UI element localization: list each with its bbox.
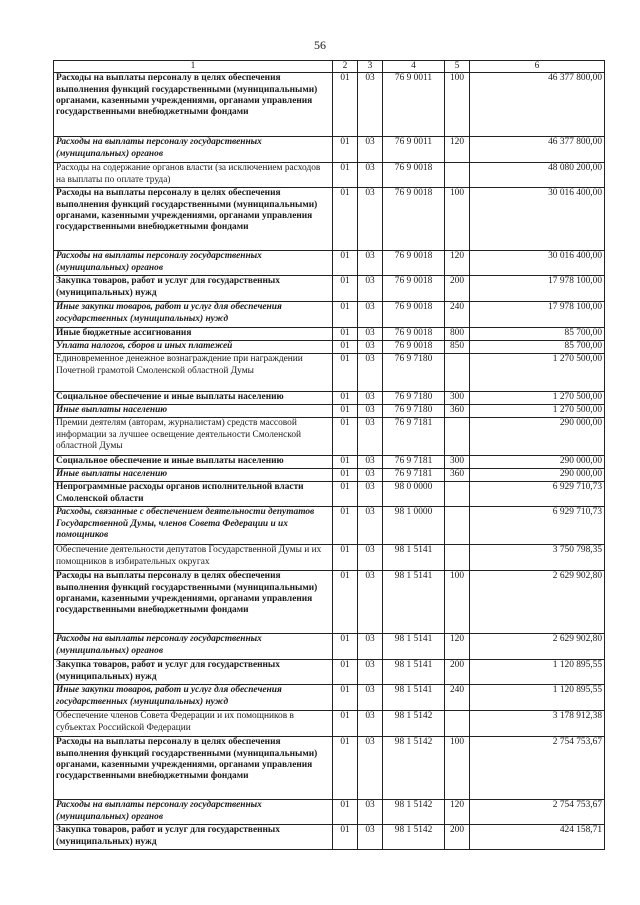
row-name-cell: Обеспечение членов Совета Федерации и их помощников в субъектах Российской Федерации (54, 711, 333, 737)
row-name-cell: Социальное обеспечение и иные выплаты населению (54, 392, 333, 405)
row-section-cell: 01 (333, 137, 358, 163)
row-target-article-cell: 76 9 0011 (383, 73, 445, 137)
table-row (54, 276, 605, 302)
row-expense-type-cell: 200 (445, 276, 470, 302)
table-row (54, 341, 605, 354)
row-subsection-cell: 03 (358, 354, 383, 392)
row-expense-type-cell: 100 (445, 571, 470, 634)
table-row (54, 825, 605, 850)
table-row (54, 405, 605, 418)
row-name-cell: Расходы на выплаты персоналу государственных (муниципальных) органов (54, 251, 333, 276)
row-amount-cell: 1 120 895,55 (470, 660, 605, 685)
row-target-article-cell: 98 1 5141 (383, 634, 445, 660)
row-amount-cell: 46 377 800,00 (470, 73, 605, 137)
table-row (54, 660, 605, 685)
row-expense-type-cell: 300 (445, 456, 470, 469)
row-subsection-cell: 03 (358, 482, 383, 507)
row-expense-type-cell: 200 (445, 825, 470, 850)
row-name-cell: Иные закупки товаров, работ и услуг для обеспечения государственных (муниципальных) нужд (54, 302, 333, 328)
table-row (54, 137, 605, 163)
row-expense-type-cell (445, 418, 470, 456)
table-body (54, 73, 605, 850)
row-amount-cell: 30 016 400,00 (470, 251, 605, 276)
row-name-cell: Расходы на выплаты персоналу в целях обеспечения выполнения функций государственными (муниципальными) органами, казенными учреждениями, органами управления государственными внебюджетными фондами (54, 73, 333, 137)
row-amount-cell: 46 377 800,00 (470, 137, 605, 163)
row-target-article-cell: 98 1 5142 (383, 825, 445, 850)
row-subsection-cell: 03 (358, 137, 383, 163)
row-section-cell: 01 (333, 800, 358, 825)
row-section-cell: 01 (333, 469, 358, 482)
row-subsection-cell: 03 (358, 571, 383, 634)
row-subsection-cell: 03 (358, 660, 383, 685)
row-section-cell: 01 (333, 456, 358, 469)
row-name-cell: Иные выплаты населению (54, 405, 333, 418)
row-subsection-cell: 03 (358, 276, 383, 302)
row-target-article-cell: 98 1 5141 (383, 571, 445, 634)
row-target-article-cell: 98 1 5142 (383, 737, 445, 800)
row-name-cell: Премии деятелям (авторам, журналистам) средств массовой информации за лучшее освещение деятельности Смоленской областной Думы (54, 418, 333, 456)
row-subsection-cell: 03 (358, 302, 383, 328)
row-amount-cell: 2 629 902,80 (470, 634, 605, 660)
row-section-cell: 01 (333, 418, 358, 456)
row-name-cell: Расходы на выплаты персоналу в целях обеспечения выполнения функций государственными (муниципальными) органами, казенными учреждениями, органами управления государственными внебюджетными фондами (54, 571, 333, 634)
row-subsection-cell: 03 (358, 392, 383, 405)
row-section-cell: 01 (333, 711, 358, 737)
table-row (54, 251, 605, 276)
row-amount-cell: 2 754 753,67 (470, 800, 605, 825)
row-name-cell: Закупка товаров, работ и услуг для государственных (муниципальных) нужд (54, 825, 333, 850)
column-header: 2 (333, 61, 358, 73)
row-amount-cell: 6 929 710,73 (470, 507, 605, 545)
row-amount-cell: 424 158,71 (470, 825, 605, 850)
table-row (54, 711, 605, 737)
row-target-article-cell: 76 9 0018 (383, 163, 445, 188)
row-expense-type-cell: 120 (445, 137, 470, 163)
row-target-article-cell: 76 9 7180 (383, 405, 445, 418)
row-name-cell: Обеспечение деятельности депутатов Государственной Думы и их помощников в избирательных округах (54, 545, 333, 571)
row-section-cell: 01 (333, 571, 358, 634)
column-header: 5 (445, 61, 470, 73)
row-expense-type-cell: 200 (445, 660, 470, 685)
row-amount-cell: 1 120 895,55 (470, 685, 605, 711)
row-target-article-cell: 76 9 0018 (383, 188, 445, 251)
row-amount-cell: 17 978 100,00 (470, 302, 605, 328)
row-name-cell: Социальное обеспечение и иные выплаты населению (54, 456, 333, 469)
row-subsection-cell: 03 (358, 634, 383, 660)
row-amount-cell: 85 700,00 (470, 328, 605, 341)
row-target-article-cell: 76 9 7180 (383, 354, 445, 392)
row-section-cell: 01 (333, 251, 358, 276)
row-name-cell: Расходы на выплаты персоналу в целях обеспечения выполнения функций государственными (муниципальными) органами, казенными учреждениями, органами управления государственными внебюджетными фондами (54, 737, 333, 800)
row-name-cell: Расходы на содержание органов власти (за исключением расходов на выплаты по оплате труда) (54, 163, 333, 188)
row-name-cell: Уплата налогов, сборов и иных платежей (54, 341, 333, 354)
row-amount-cell: 6 929 710,73 (470, 482, 605, 507)
row-expense-type-cell: 240 (445, 685, 470, 711)
table-row (54, 328, 605, 341)
row-section-cell: 01 (333, 163, 358, 188)
row-target-article-cell: 76 9 7181 (383, 418, 445, 456)
row-amount-cell: 17 978 100,00 (470, 276, 605, 302)
row-target-article-cell: 98 1 0000 (383, 507, 445, 545)
row-expense-type-cell: 120 (445, 800, 470, 825)
row-name-cell: Единовременное денежное вознаграждение при награждении Почетной грамотой Смоленской областной Думы (54, 354, 333, 392)
row-section-cell: 01 (333, 341, 358, 354)
row-name-cell: Расходы, связанные с обеспечением деятельности депутатов Государственной Думы, членов Совета Федерации и их помощников (54, 507, 333, 545)
row-expense-type-cell (445, 354, 470, 392)
row-expense-type-cell: 360 (445, 405, 470, 418)
row-target-article-cell: 98 0 0000 (383, 482, 445, 507)
row-section-cell: 01 (333, 405, 358, 418)
row-subsection-cell: 03 (358, 800, 383, 825)
row-section-cell: 01 (333, 392, 358, 405)
table-row (54, 571, 605, 634)
row-section-cell: 01 (333, 188, 358, 251)
row-subsection-cell: 03 (358, 711, 383, 737)
row-expense-type-cell: 850 (445, 341, 470, 354)
column-header: 3 (358, 61, 383, 73)
row-subsection-cell: 03 (358, 418, 383, 456)
row-subsection-cell: 03 (358, 341, 383, 354)
row-amount-cell: 2 629 902,80 (470, 571, 605, 634)
row-subsection-cell: 03 (358, 188, 383, 251)
row-target-article-cell: 76 9 0011 (383, 137, 445, 163)
row-expense-type-cell: 100 (445, 737, 470, 800)
table-row (54, 482, 605, 507)
table-row (54, 507, 605, 545)
table-row (54, 163, 605, 188)
row-section-cell: 01 (333, 328, 358, 341)
row-subsection-cell: 03 (358, 73, 383, 137)
row-expense-type-cell: 100 (445, 188, 470, 251)
table-row (54, 634, 605, 660)
table-row (54, 737, 605, 800)
row-section-cell: 01 (333, 354, 358, 392)
row-section-cell: 01 (333, 73, 358, 137)
row-name-cell: Расходы на выплаты персоналу государственных (муниципальных) органов (54, 800, 333, 825)
row-target-article-cell: 76 9 7180 (383, 392, 445, 405)
table-row (54, 392, 605, 405)
row-expense-type-cell (445, 545, 470, 571)
table-row (54, 800, 605, 825)
row-expense-type-cell (445, 482, 470, 507)
table-row (54, 302, 605, 328)
row-name-cell: Иные закупки товаров, работ и услуг для обеспечения государственных (муниципальных) нужд (54, 685, 333, 711)
table-row (54, 188, 605, 251)
row-section-cell: 01 (333, 482, 358, 507)
row-section-cell: 01 (333, 634, 358, 660)
page-number: 56 (314, 38, 326, 52)
row-subsection-cell: 03 (358, 507, 383, 545)
row-name-cell: Непрограммные расходы органов исполнительной власти Смоленской области (54, 482, 333, 507)
row-name-cell: Расходы на выплаты персоналу государственных (муниципальных) органов (54, 137, 333, 163)
row-name-cell: Расходы на выплаты персоналу государственных (муниципальных) органов (54, 634, 333, 660)
row-subsection-cell: 03 (358, 405, 383, 418)
row-section-cell: 01 (333, 825, 358, 850)
table-row (54, 545, 605, 571)
row-expense-type-cell: 120 (445, 634, 470, 660)
row-name-cell: Иные выплаты населению (54, 469, 333, 482)
row-subsection-cell: 03 (358, 545, 383, 571)
row-expense-type-cell: 800 (445, 328, 470, 341)
row-section-cell: 01 (333, 507, 358, 545)
row-section-cell: 01 (333, 685, 358, 711)
row-expense-type-cell: 240 (445, 302, 470, 328)
row-expense-type-cell: 120 (445, 251, 470, 276)
row-subsection-cell: 03 (358, 737, 383, 800)
row-amount-cell: 3 178 912,38 (470, 711, 605, 737)
row-amount-cell: 290 000,00 (470, 456, 605, 469)
column-header: 6 (470, 61, 605, 73)
row-subsection-cell: 03 (358, 251, 383, 276)
row-expense-type-cell: 300 (445, 392, 470, 405)
row-amount-cell: 290 000,00 (470, 418, 605, 456)
row-subsection-cell: 03 (358, 456, 383, 469)
row-target-article-cell: 76 9 0018 (383, 276, 445, 302)
row-amount-cell: 1 270 500,00 (470, 405, 605, 418)
row-amount-cell: 1 270 500,00 (470, 354, 605, 392)
row-amount-cell: 290 000,00 (470, 469, 605, 482)
column-header: 1 (54, 61, 333, 73)
row-target-article-cell: 76 9 7181 (383, 469, 445, 482)
row-amount-cell: 48 080 200,00 (470, 163, 605, 188)
row-subsection-cell: 03 (358, 328, 383, 341)
column-header: 4 (383, 61, 445, 73)
row-target-article-cell: 76 9 0018 (383, 302, 445, 328)
row-target-article-cell: 98 1 5141 (383, 685, 445, 711)
row-amount-cell: 30 016 400,00 (470, 188, 605, 251)
row-target-article-cell: 76 9 0018 (383, 328, 445, 341)
row-expense-type-cell (445, 163, 470, 188)
row-expense-type-cell: 100 (445, 73, 470, 137)
row-target-article-cell: 98 1 5142 (383, 711, 445, 737)
row-section-cell: 01 (333, 276, 358, 302)
table-row (54, 418, 605, 456)
row-target-article-cell: 98 1 5142 (383, 800, 445, 825)
row-name-cell: Закупка товаров, работ и услуг для государственных (муниципальных) нужд (54, 660, 333, 685)
table-row (54, 456, 605, 469)
row-name-cell: Расходы на выплаты персоналу в целях обеспечения выполнения функций государственными (муниципальными) органами, казенными учреждениями, органами управления государственными внебюджетными фондами (54, 188, 333, 251)
row-expense-type-cell (445, 507, 470, 545)
row-target-article-cell: 76 9 0018 (383, 341, 445, 354)
row-section-cell: 01 (333, 545, 358, 571)
row-subsection-cell: 03 (358, 163, 383, 188)
row-target-article-cell: 98 1 5141 (383, 660, 445, 685)
table-row (54, 354, 605, 392)
row-amount-cell: 1 270 500,00 (470, 392, 605, 405)
row-name-cell: Иные бюджетные ассигнования (54, 328, 333, 341)
row-target-article-cell: 76 9 7181 (383, 456, 445, 469)
row-subsection-cell: 03 (358, 469, 383, 482)
row-section-cell: 01 (333, 660, 358, 685)
row-amount-cell: 85 700,00 (470, 341, 605, 354)
row-amount-cell: 2 754 753,67 (470, 737, 605, 800)
row-target-article-cell: 98 1 5141 (383, 545, 445, 571)
row-subsection-cell: 03 (358, 685, 383, 711)
header-row (54, 61, 605, 73)
row-amount-cell: 3 750 798,35 (470, 545, 605, 571)
row-name-cell: Закупка товаров, работ и услуг для государственных (муниципальных) нужд (54, 276, 333, 302)
row-section-cell: 01 (333, 302, 358, 328)
row-subsection-cell: 03 (358, 825, 383, 850)
budget-table (53, 60, 605, 850)
row-expense-type-cell: 360 (445, 469, 470, 482)
table-row (54, 685, 605, 711)
row-target-article-cell: 76 9 0018 (383, 251, 445, 276)
row-expense-type-cell (445, 711, 470, 737)
table-row (54, 73, 605, 137)
table-row (54, 469, 605, 482)
row-section-cell: 01 (333, 737, 358, 800)
